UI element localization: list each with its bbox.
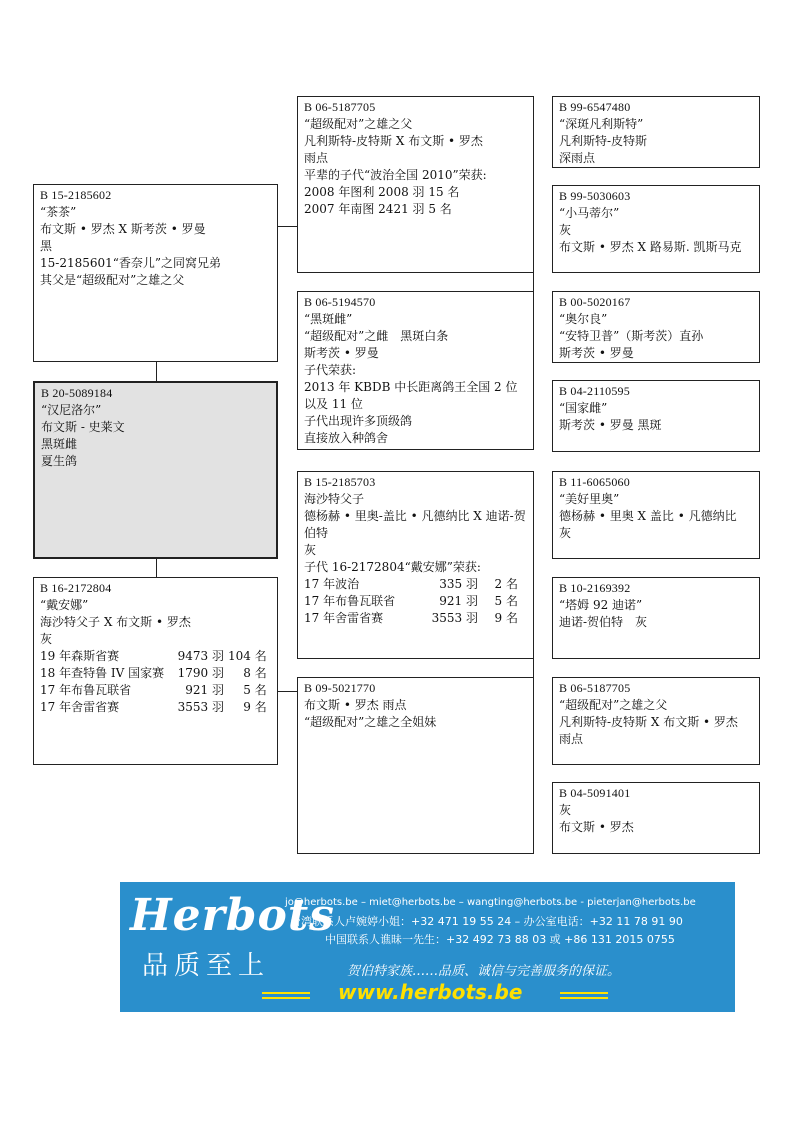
race-name: 17 年布鲁瓦联省 [40,683,132,697]
ring-number: B 10-2169392 [559,581,631,595]
placing: 9 名 [243,700,267,714]
race-name: 17 年布鲁瓦联省 [304,594,396,608]
pedigree-line: 德杨赫 • 里奥-盖比 • 凡德纳比 X 迪诺-贺伯特 [304,509,526,540]
note: “超级配对”之雄之全姐妹 [304,715,437,729]
ancestor-card [552,677,760,765]
bird-count: 1790 羽 [177,666,224,680]
placing: 104 名 [228,649,267,663]
breeder: 斯考茨 • 罗曼 [559,346,634,360]
connector [278,226,297,227]
placing: 2 名 [494,577,518,591]
breeder: 布文斯 • 罗杰 [559,820,634,834]
ancestor-card [552,291,760,363]
placing: 5 名 [494,594,518,608]
herbots-logo: Herbots [130,890,335,941]
result-row [40,648,267,665]
result-row [40,682,267,699]
tagline: 贺伯特家族……品质、诚信与完善服务的保证。 [347,964,621,979]
race-name: 18 年查特鲁 IV 国家赛 [40,666,165,680]
color: 黑斑雌 [41,437,78,451]
bird-name: “小马蒂尔” [559,206,620,220]
breeder: 斯考茨 • 罗曼 黑斑 [559,418,662,432]
bird-count: 9473 羽 [177,649,224,663]
bird-name: “戴安娜” [40,598,89,612]
connector [156,558,157,577]
note: 15-2185601“香奈儿”之同窝兄弟 [40,256,222,270]
bird-count: 335 羽 [439,577,478,591]
breeder: 斯考茨 • 罗曼 [304,346,379,360]
bird-name: “汉尼洛尔” [41,403,102,417]
connector [278,691,297,692]
website-link[interactable]: www.herbots.be [338,980,523,1004]
bird-name: “茶茶” [40,205,77,219]
pedigree-line: “超级配对”之雌 黑斑白条 [304,329,449,343]
bird-name: “美好里奥” [559,492,620,506]
race-name: 19 年森斯省赛 [40,649,120,663]
taiwan-contact: 台湾联系人卢婉婷小姐：+32 471 19 55 24 – 办公室电话：+32 11 78 91 90 [290,915,683,928]
ring-number: B 15-2185703 [304,475,376,489]
sire-dam-card [297,291,534,450]
note: 子代荣获: [304,363,357,377]
ring-number: B 99-6547480 [559,100,631,114]
breeder: 迪诺-贺伯特 灰 [559,615,648,629]
ring-number: B 11-6065060 [559,475,630,489]
bird-count: 3553 羽 [177,700,224,714]
china-contact: 中国联系人谯昧一先生：+32 492 73 88 03 或 +86 131 2015 0755 [325,933,675,946]
color: 雨点 [304,151,329,165]
bird-count: 921 羽 [185,683,224,697]
bird-name: “超级配对”之雄之父 [304,117,413,131]
note: 子代出现许多顶级鸽 [304,414,413,428]
ancestor-card [552,96,760,168]
ring-number: B 06-5194570 [304,295,376,309]
bird-name: “塔姆 92 迪诺” [559,598,643,612]
placing: 9 名 [494,611,518,625]
ring-number: B 00-5020167 [559,295,631,309]
pedigree-line: 布文斯 • 罗杰 X 斯考茨 • 罗曼 [40,222,206,236]
breeder: 布文斯 • 罗杰 雨点 [304,698,407,712]
herbots-banner [120,882,735,1012]
results-table [40,648,267,716]
note: 2008 年图利 2008 羽 15 名 [304,185,460,199]
breeder: 凡利斯特-皮特斯 [559,134,648,148]
breeder: 海沙特父子 [304,492,365,506]
pedigree-line: 布文斯 • 罗杰 X 路易斯. 凯斯马克 [559,240,742,254]
ring-number: B 15-2185602 [40,188,112,202]
result-row [40,699,267,716]
ring-number: B 16-2172804 [40,581,112,595]
ring-number: B 04-5091401 [559,786,631,800]
color: 灰 [40,632,53,646]
result-row [304,576,518,593]
pedigree-line: “安特卫普”（斯考茨）直孙 [559,329,704,343]
race-name: 17 年舍雷省赛 [304,611,384,625]
ring-number: B 20-5089184 [41,386,113,400]
dam-card [33,577,278,765]
color: 雨点 [559,732,584,746]
note: 2013 年 KBDB 中长距离鸽王全国 2 位以及 11 位 [304,380,518,411]
ring-number: B 99-5030603 [559,189,631,203]
placing: 5 名 [243,683,267,697]
ancestor-card [552,782,760,854]
pedigree-line: 凡利斯特-皮特斯 X 布文斯 • 罗杰 [304,134,483,148]
bird-name: “黑斑雌” [304,312,353,326]
note: 平辈的子代“波治全国 2010”荣获: [304,168,487,182]
sire-sire-card [297,96,534,273]
divider [560,992,608,994]
dam-dam-card [297,677,534,854]
pedigree-line: 海沙特父子 X 布文斯 • 罗杰 [40,615,191,629]
note: 夏生鸽 [41,454,78,468]
result-row [304,610,518,627]
subject-card [33,381,278,559]
note: 子代 16-2172804“戴安娜”荣获: [304,560,481,574]
ring-number: B 09-5021770 [304,681,376,695]
divider [262,997,310,999]
ring-number: B 06-5187705 [304,100,376,114]
color: 灰 [559,803,572,817]
bird-name: “超级配对”之雄之父 [559,698,668,712]
color: 灰 [304,543,317,557]
bird-name: “深斑凡利斯特” [559,117,644,131]
ancestor-card [552,471,760,559]
note: 其父是“超级配对”之雄之父 [40,273,185,287]
bird-name: “国家雌” [559,401,608,415]
breeder: 布文斯 - 史莱文 [41,420,125,434]
ancestor-card [552,380,760,452]
email-addresses[interactable]: jo@herbots.be – miet@herbots.be – wangting@herbots.be - pieterjan@herbots.be [285,897,696,908]
color: 灰 [559,526,572,540]
ancestor-card [552,185,760,273]
bird-name: “奥尔良” [559,312,608,326]
connector [156,362,157,381]
bird-count: 921 羽 [439,594,478,608]
color: 深雨点 [559,151,596,165]
dam-sire-card [297,471,534,659]
note: 直接放入种鸽舍 [304,431,389,445]
results-table [304,576,518,627]
ring-number: B 06-5187705 [559,681,631,695]
color: 黑 [40,239,53,253]
note: 2007 年南图 2421 羽 5 名 [304,202,452,216]
color: 灰 [559,223,572,237]
race-name: 17 年波治 [304,577,360,591]
bird-count: 3553 羽 [431,611,478,625]
ancestor-card [552,577,760,659]
pedigree-line: 德杨赫 • 里奥 X 盖比 • 凡德纳比 [559,509,737,523]
pedigree-line: 凡利斯特-皮特斯 X 布文斯 • 罗杰 [559,715,738,729]
ring-number: B 04-2110595 [559,384,630,398]
divider [262,992,310,994]
placing: 8 名 [243,666,267,680]
divider [560,997,608,999]
sire-card [33,184,278,362]
race-name: 17 年舍雷省赛 [40,700,120,714]
result-row [40,665,267,682]
result-row [304,593,518,610]
slogan: 品质至上 [142,951,271,981]
